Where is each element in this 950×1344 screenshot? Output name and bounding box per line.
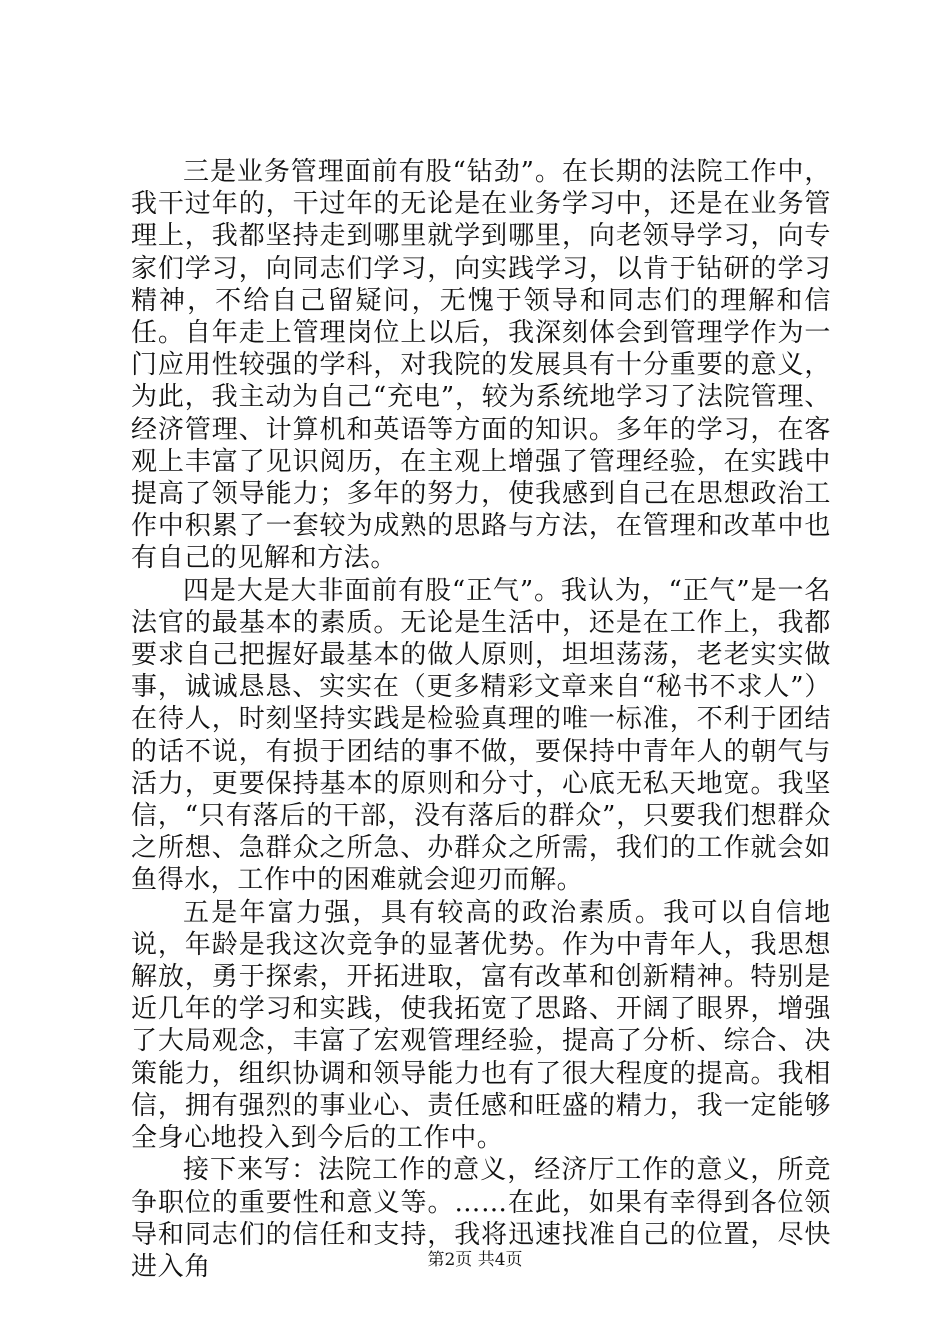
- page-number-footer: 第2页 共4页: [427, 1250, 523, 1270]
- document-body: [131, 156, 831, 1283]
- paragraph-political-quality: 五是年富力强，具有较高的政治素质。我可以自信地说，年龄是我这次竞争的显著优势。作为中青年人，我思想解放，勇于探索，开拓进取，富有改革和创新精神。特别是近几年的学习和实践，使我拓宽了思路、开阔了眼界，增强了大局观念，丰富了宏观管理经验，提高了分析、综合、决策能力，组织协调和领导能力也有了很大程度的提高。我相信，拥有强烈的事业心、责任感和旺盛的精力，我一定能够全身心地投入到今后的工作中。: [131, 897, 831, 1154]
- paragraph-integrity: 四是大是大非面前有股“正气”。我认为，“正气”是一名法官的最基本的素质。无论是生活中，还是在工作上，我都要求自己把握好最基本的做人原则，坦坦荡荡，老老实实做事，诚诚恳恳、实实在（更多精彩文章来自“秘书不求人”）在待人，时刻坚持实践是检验真理的唯一标准，不利于团结的话不说，有损于团结的事不做，要保持中青年人的朝气与活力，更要保持基本的原则和分寸，心底无私天地宽。我坚信，“只有落后的干部，没有落后的群众”，只要我们想群众之所想、急群众之所急、办群众之所需，我们的工作就会如鱼得水，工作中的困难就会迎刃而解。: [131, 575, 831, 896]
- paragraph-business-management: 三是业务管理面前有股“钻劲”。在长期的法院工作中，我干过年的，干过年的无论是在业务学习中，还是在业务管理上，我都坚持走到哪里就学到哪里，向老领导学习，向专家们学习，向同志们学习，向实践学习，以肯于钻研的学习精神，不给自己留疑问，无愧于领导和同志们的理解和信任。自年走上管理岗位上以后，我深刻体会到管理学作为一门应用性较强的学科，对我院的发展具有十分重要的意义，为此，我主动为自己“充电”，较为系统地学习了法院管理、经济管理、计算机和英语等方面的知识。多年的学习，在客观上丰富了见识阅历，在主观上增强了管理经验，在实践中提高了领导能力；多年的努力，使我感到自己在思想政治工作中积累了一套较为成熟的思路与方法，在管理和改革中也有自己的见解和方法。: [131, 157, 831, 574]
- paragraph-next-steps: 接下来写：法院工作的意义，经济厅工作的意义，所竞争职位的重要性和意义等。……在此，如果有幸得到各位领导和同志们的信任和支持，我将迅速找准自己的位置，尽快进入角: [131, 1155, 831, 1282]
